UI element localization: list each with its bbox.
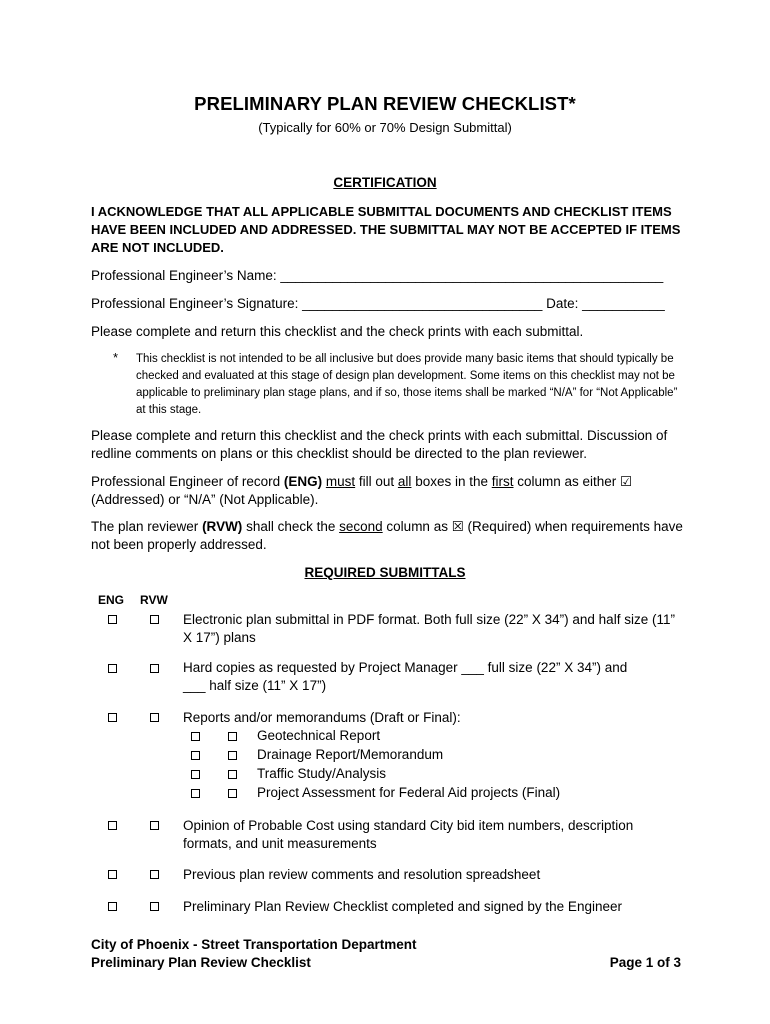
checklist-item: Opinion of Probable Cost using standard City bid item numbers, description formats, and unit measurements	[183, 818, 634, 851]
document-subtitle: (Typically for 60% or 70% Design Submittal)	[258, 120, 512, 135]
rvw-checkbox[interactable]	[150, 615, 159, 624]
acknowledgement-text: I ACKNOWLEDGE THAT ALL APPLICABLE SUBMITTAL DOCUMENTS AND CHECKLIST ITEMS HAVE BEEN INCLUDED AND ADDRESSED. THE SUBMITTAL MAY NOT BE ACCEPTED IF ITEMS ARE NOT INCLUDED.	[91, 204, 681, 255]
engineer-signature-line: Professional Engineer’s Signature: ________________________________ Date: ___________	[91, 296, 665, 311]
eng-checkbox[interactable]	[108, 713, 117, 722]
footer-document-name: Preliminary Plan Review Checklist	[91, 955, 311, 970]
eng-checkbox[interactable]	[191, 751, 200, 760]
checklist-sub-item: Drainage Report/Memorandum	[257, 747, 444, 762]
rvw-instruction-paragraph: The plan reviewer (RVW) shall check the second column as ☒ (Required) when requirements have not been properly addressed.	[91, 519, 683, 552]
checklist-item: Preliminary Plan Review Checklist completed and signed by the Engineer	[183, 899, 622, 914]
page-number: Page 1 of 3	[609, 955, 681, 970]
certification-heading: CERTIFICATION	[333, 175, 437, 190]
checklist-sub-item: Traffic Study/Analysis	[257, 766, 387, 781]
eng-checkbox[interactable]	[108, 664, 117, 673]
rvw-column-header: RVW	[140, 593, 168, 607]
footer-department: City of Phoenix - Street Transportation Department	[91, 937, 417, 952]
rvw-checkbox[interactable]	[228, 789, 237, 798]
checklist-sub-item: Project Assessment for Federal Aid projects (Final)	[257, 785, 561, 800]
eng-checkbox[interactable]	[108, 902, 117, 911]
eng-column-header: ENG	[98, 593, 125, 607]
footnote-text: This checklist is not intended to be all inclusive but does provide many basic items that should typically be checked and evaluated at this stage of design plan development. Some items on this checklist may not be applicable to preliminary plan stage plans, and if so, those items shall be marked “N/A” for “Not Applicable” at this stage.	[136, 353, 678, 416]
eng-checkbox[interactable]	[108, 615, 117, 624]
checklist-sub-item: Geotechnical Report	[257, 728, 381, 743]
note-asterisk: *	[113, 350, 119, 365]
rvw-checkbox[interactable]	[150, 713, 159, 722]
checklist-item: Previous plan review comments and resolution spreadsheet	[183, 867, 541, 882]
checklist-item: Hard copies as requested by Project Manager ___ full size (22” X 34”) and ___ half size (11” X 17”)	[183, 660, 628, 693]
checklist-item: Reports and/or memorandums (Draft or Final):	[183, 710, 461, 725]
engineer-name-line: Professional Engineer’s Name: ___________________________________________________	[91, 268, 664, 283]
document-title: PRELIMINARY PLAN REVIEW CHECKLIST*	[194, 93, 576, 114]
eng-checkbox[interactable]	[108, 870, 117, 879]
eng-instruction-paragraph: Professional Engineer of record (ENG) must fill out all boxes in the first column as either ☑ (Addressed) or “N/A” (Not Applicable).	[91, 474, 633, 507]
eng-checkbox[interactable]	[191, 732, 200, 741]
eng-checkbox[interactable]	[191, 770, 200, 779]
required-submittals-heading: REQUIRED SUBMITTALS	[304, 565, 466, 580]
rvw-checkbox[interactable]	[228, 751, 237, 760]
rvw-checkbox[interactable]	[150, 902, 159, 911]
rvw-checkbox[interactable]	[228, 770, 237, 779]
eng-checkbox[interactable]	[191, 789, 200, 798]
rvw-checkbox[interactable]	[150, 664, 159, 673]
instruction-text: Please complete and return this checklist and the check prints with each submittal.	[91, 324, 584, 339]
eng-checkbox[interactable]	[108, 821, 117, 830]
instruction-discussion-text: Please complete and return this checklist and the check prints with each submittal. Discussion of redline comments on plans or this checklist should be directed to the plan reviewer.	[91, 428, 668, 461]
rvw-checkbox[interactable]	[150, 870, 159, 879]
rvw-checkbox[interactable]	[228, 732, 237, 741]
rvw-checkbox[interactable]	[150, 821, 159, 830]
checklist-item: Electronic plan submittal in PDF format. Both full size (22” X 34”) and half size (11” X 17”) plans	[183, 612, 675, 645]
